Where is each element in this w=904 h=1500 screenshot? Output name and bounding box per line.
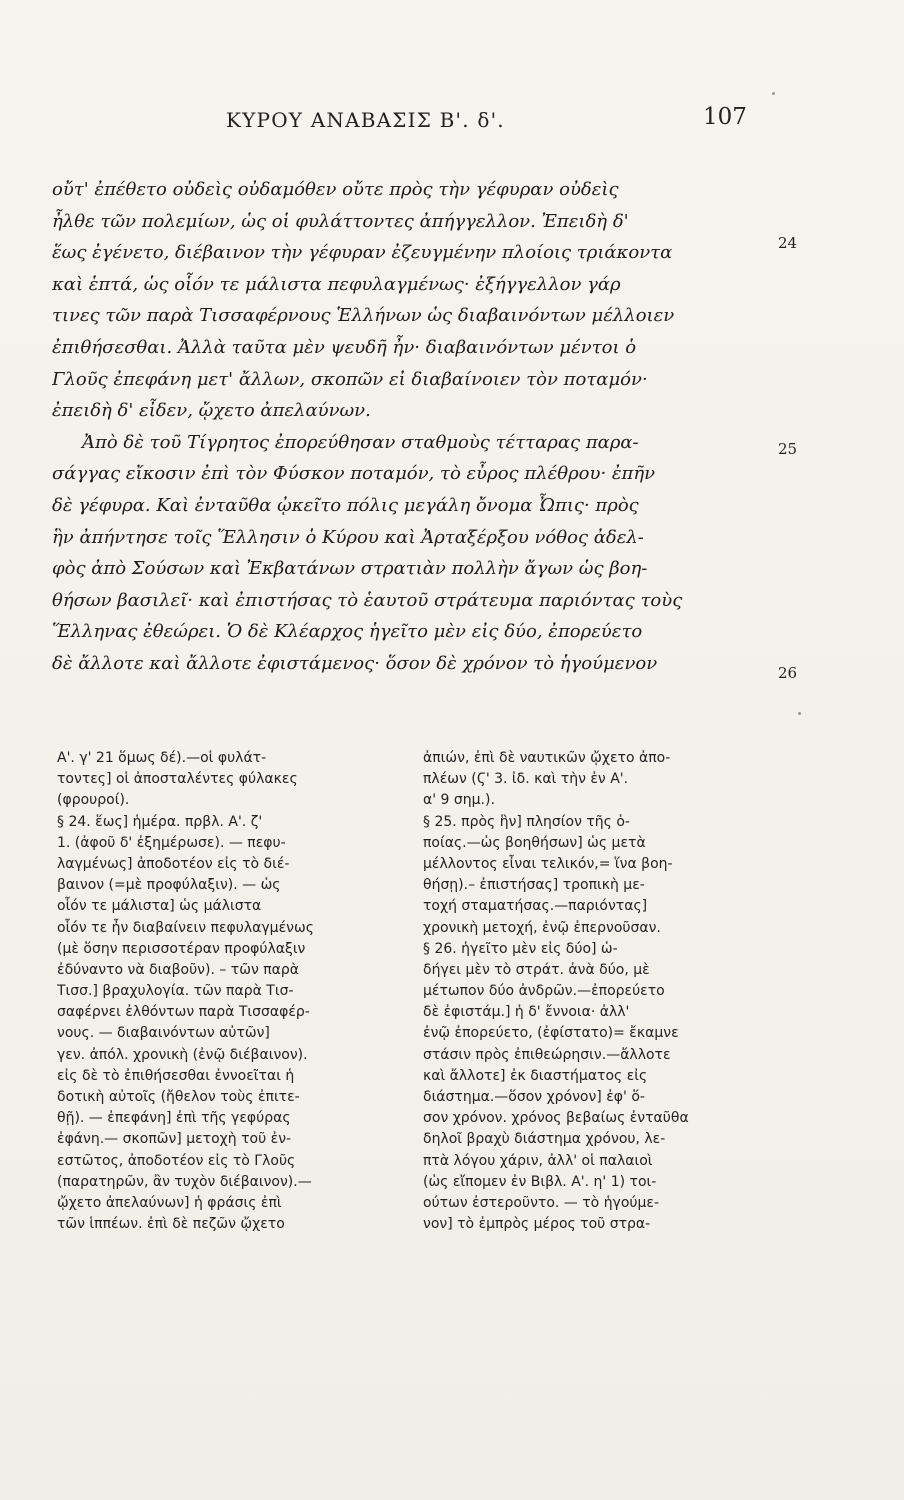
note-line: δήγει μὲν τὸ στράτ. ἀνὰ δύο, μὲ	[423, 961, 650, 978]
note-line: Α'. γ' 21 ὅμως δέ).—οἱ φυλάτ-	[57, 750, 267, 766]
note-line: σαφέρνει ἐλθόντων παρὰ Τισσαφέρ-	[57, 1004, 310, 1021]
note-line: νον] τὸ ἐμπρὸς μέρος τοῦ στρα-	[423, 1216, 651, 1233]
note-line: 1. (ἀφοῦ δ' ἐξημέρωσε). — πεφυ-	[57, 834, 286, 851]
note-line: βαινον (=μὲ προφύλαξιν). — ὡς	[57, 877, 281, 894]
main-text-line: ἦλθε τῶν πολεμίων, ὡς οἱ φυλάττοντες ἀπήγγελλον. Ἐπειδὴ δ'	[52, 210, 629, 232]
page-number: 107	[703, 104, 747, 130]
note-line: ἐφάνη.— σκοπῶν] μετοχὴ τοῦ ἐν-	[57, 1131, 292, 1148]
note-line: καὶ ἄλλοτε] ἐκ διαστήματος εἰς	[423, 1067, 648, 1084]
section-number-25: 25	[778, 440, 798, 458]
note-line: (μὲ ὅσην περισσοτέραν προφύλαξιν	[57, 940, 306, 957]
main-text-line: τινες τῶν παρὰ Τισσαφέρνους Ἑλλήνων ὡς διαβαινόντων μέλλοιεν	[52, 305, 675, 327]
paper-speck	[772, 92, 775, 95]
main-text-line: ἕως ἐγένετο, διέβαινον τὴν γέφυραν ἐζευγμένην πλοίοις τριάκοντα	[52, 242, 673, 264]
note-line: ᾤχετο ἀπελαύνων] ἡ φράσις ἐπὶ	[57, 1194, 282, 1211]
main-text-line: δὲ ἄλλοτε καὶ ἄλλοτε ἐφιστάμενος· ὅσον δὲ χρόνον τὸ ἡγούμενον	[52, 652, 658, 674]
note-line: οἷόν τε ἦν διαβαίνειν πεφυλαγμένως	[57, 919, 314, 936]
note-line: στάσιν πρὸς ἐπιθεώρησιν.—ἄλλοτε	[423, 1046, 671, 1063]
note-line: τῶν ἱππέων. ἐπὶ δὲ πεζῶν ᾤχετο	[57, 1216, 285, 1233]
note-line: ἀπιών, ἐπὶ δὲ ναυτικῶν ᾤχετο ἀπο-	[423, 750, 671, 766]
main-text-line: σάγγας εἴκοσιν ἐπὶ τὸν Φύσκον ποταμόν, τὸ εὖρος πλέθρου· ἐπῆν	[52, 463, 656, 485]
main-text-line: Γλοῦς ἐπεφάνη μετ' ἄλλων, σκοπῶν εἰ διαβαίνοιεν τὸν ποταμόν·	[52, 368, 648, 390]
note-line: δοτικὴ αὐτοῖς (ἤθελον τοὺς ἐπιτε-	[57, 1089, 300, 1105]
note-line: εστῶτος, ἀποδοτέον εἰς τὸ Γλοῦς	[57, 1152, 296, 1169]
note-line: οἷόν τε μάλιστα] ὡς μάλιστα	[57, 898, 262, 915]
note-line: νους. — διαβαινόντων αὐτῶν]	[57, 1025, 270, 1042]
note-line: δηλοῖ βραχὺ διάστημα χρόνου, λε-	[423, 1131, 666, 1148]
note-line: τοχή σταματήσας.—παριόντας]	[423, 898, 648, 915]
note-line: ἐνῷ ἐπορεύετο, (ἐφίστατο)= ἔκαμνε	[423, 1025, 679, 1042]
note-line: Τισσ.] βραχυλογία. τῶν παρὰ Τισ-	[57, 983, 294, 1000]
note-line: μέτωπον δύο ἀνδρῶν.—ἐπορεύετο	[423, 983, 665, 1000]
note-line: ἐδύναντο νὰ διαβοῦν). – τῶν παρὰ	[57, 961, 300, 978]
note-line: μέλλοντος εἶναι τελικόν,= ἵνα βοη-	[423, 855, 673, 872]
main-text-line: ἐπειδὴ δ' εἶδεν, ᾤχετο ἀπελαύνων.	[52, 400, 371, 422]
main-text-line: ἐπιθήσεσθαι. Ἀλλὰ ταῦτα μὲν ψευδῆ ἦν· διαβαινόντων μέντοι ὁ	[52, 336, 637, 358]
main-text-line: καὶ ἑπτά, ὡς οἷόν τε μάλιστα πεφυλαγμένως· ἐξήγγελλον γάρ	[52, 273, 621, 295]
note-line: § 25. πρὸς ἣν] πλησίον τῆς ὁ-	[423, 813, 630, 830]
note-line: λαγμένως] ἀποδοτέον εἰς τὸ διέ-	[57, 855, 290, 872]
running-title: ΚΥΡΟΥ ΑΝΑΒΑΣΙΣ Β'. δ'.	[226, 108, 505, 132]
section-number-24: 24	[778, 234, 798, 252]
note-line: (παρατηρῶν, ἂν τυχὸν διέβαινον).—	[57, 1173, 312, 1190]
note-line: § 26. ἡγεῖτο μὲν εἰς δύο] ὡ-	[423, 940, 618, 957]
note-line: (ὡς εἴπομεν ἐν Βιβλ. Α'. η' 1) τοι-	[423, 1173, 657, 1190]
note-line: δὲ ἐφιστάμ.] ἡ δ' ἔννοια· ἀλλ'	[423, 1004, 630, 1021]
note-line: πλέων (Ϛ' 3. ἰδ. καὶ τὴν ἐν Α'.	[423, 771, 629, 788]
section-number-26: 26	[778, 664, 798, 682]
note-line: εἰς δὲ τὸ ἐπιθήσεσθαι ἐννοεῖται ἡ	[57, 1067, 295, 1084]
commentary-right-column	[423, 748, 767, 1235]
note-line: πτὰ λόγου χάριν, ἀλλ' οἱ παλαιοὶ	[423, 1152, 653, 1169]
running-header	[0, 104, 904, 144]
note-line: θήσῃ).– ἐπιστήσας] τροπικὴ με-	[423, 877, 645, 894]
note-line: σον χρόνον. χρόνος βεβαίως ἐνταῦθα	[423, 1110, 689, 1127]
paper-speck	[798, 712, 801, 715]
note-line: διάστημα.—ὅσον χρόνον] ἐφ' ὅ-	[423, 1089, 645, 1105]
note-line: θῇ). — ἐπεφάνη] ἐπὶ τῆς γεφύρας	[57, 1110, 291, 1127]
note-line: χρονικὴ μετοχή, ἐνῷ ἐπερνοῦσαν.	[423, 919, 661, 936]
main-text-line: οὔτ' ἐπέθετο οὐδεὶς οὐδαμόθεν οὔτε πρὸς τὴν γέφυραν οὐδεὶς	[52, 179, 619, 200]
main-text-line: θήσων βασιλεῖ· καὶ ἐπιστήσας τὸ ἑαυτοῦ στράτευμα παριόντας τοὺς	[52, 589, 683, 611]
note-line: (φρουροί).	[57, 792, 130, 809]
note-line: τοντες] οἱ ἀποσταλέντες φύλακες	[57, 771, 298, 788]
note-line: ποίας.—ὡς βοηθήσων] ὡς μετὰ	[423, 834, 646, 851]
note-line: § 24. ἕως] ἡμέρα. πρβλ. Α'. ζ'	[57, 813, 263, 830]
note-line: α' 9 σημ.).	[423, 792, 495, 809]
commentary-left-column	[57, 748, 405, 1235]
note-line: ούτων ἐστεροῦντο. — τὸ ἡγούμε-	[423, 1194, 660, 1211]
main-text-line: Ἀπὸ δὲ τοῦ Τίγρητος ἐπορεύθησαν σταθμοὺς τέτταρας παρα-	[82, 431, 639, 453]
main-text-line: ἣν ἀπήντησε τοῖς Ἕλλησιν ὁ Κύρου καὶ Ἀρταξέρξου νόθος ἀδελ-	[52, 526, 644, 548]
note-line: γεν. ἀπόλ. χρονικὴ (ἐνῷ διέβαινον).	[57, 1046, 308, 1063]
main-text-line: Ἕλληνας ἐθεώρει. Ὁ δὲ Κλέαρχος ἡγεῖτο μὲν εἰς δύο, ἐπορεύετο	[52, 621, 643, 643]
main-text-line: δὲ γέφυρα. Καὶ ἐνταῦθα ᾠκεῖτο πόλις μεγάλη ὄνομα Ὦπις· πρὸς	[52, 494, 639, 516]
main-text-line: φὸς ἀπὸ Σούσων καὶ Ἐκβατάνων στρατιὰν πολλὴν ἄγων ὡς βοη-	[52, 558, 648, 580]
main-greek-text	[52, 174, 772, 680]
